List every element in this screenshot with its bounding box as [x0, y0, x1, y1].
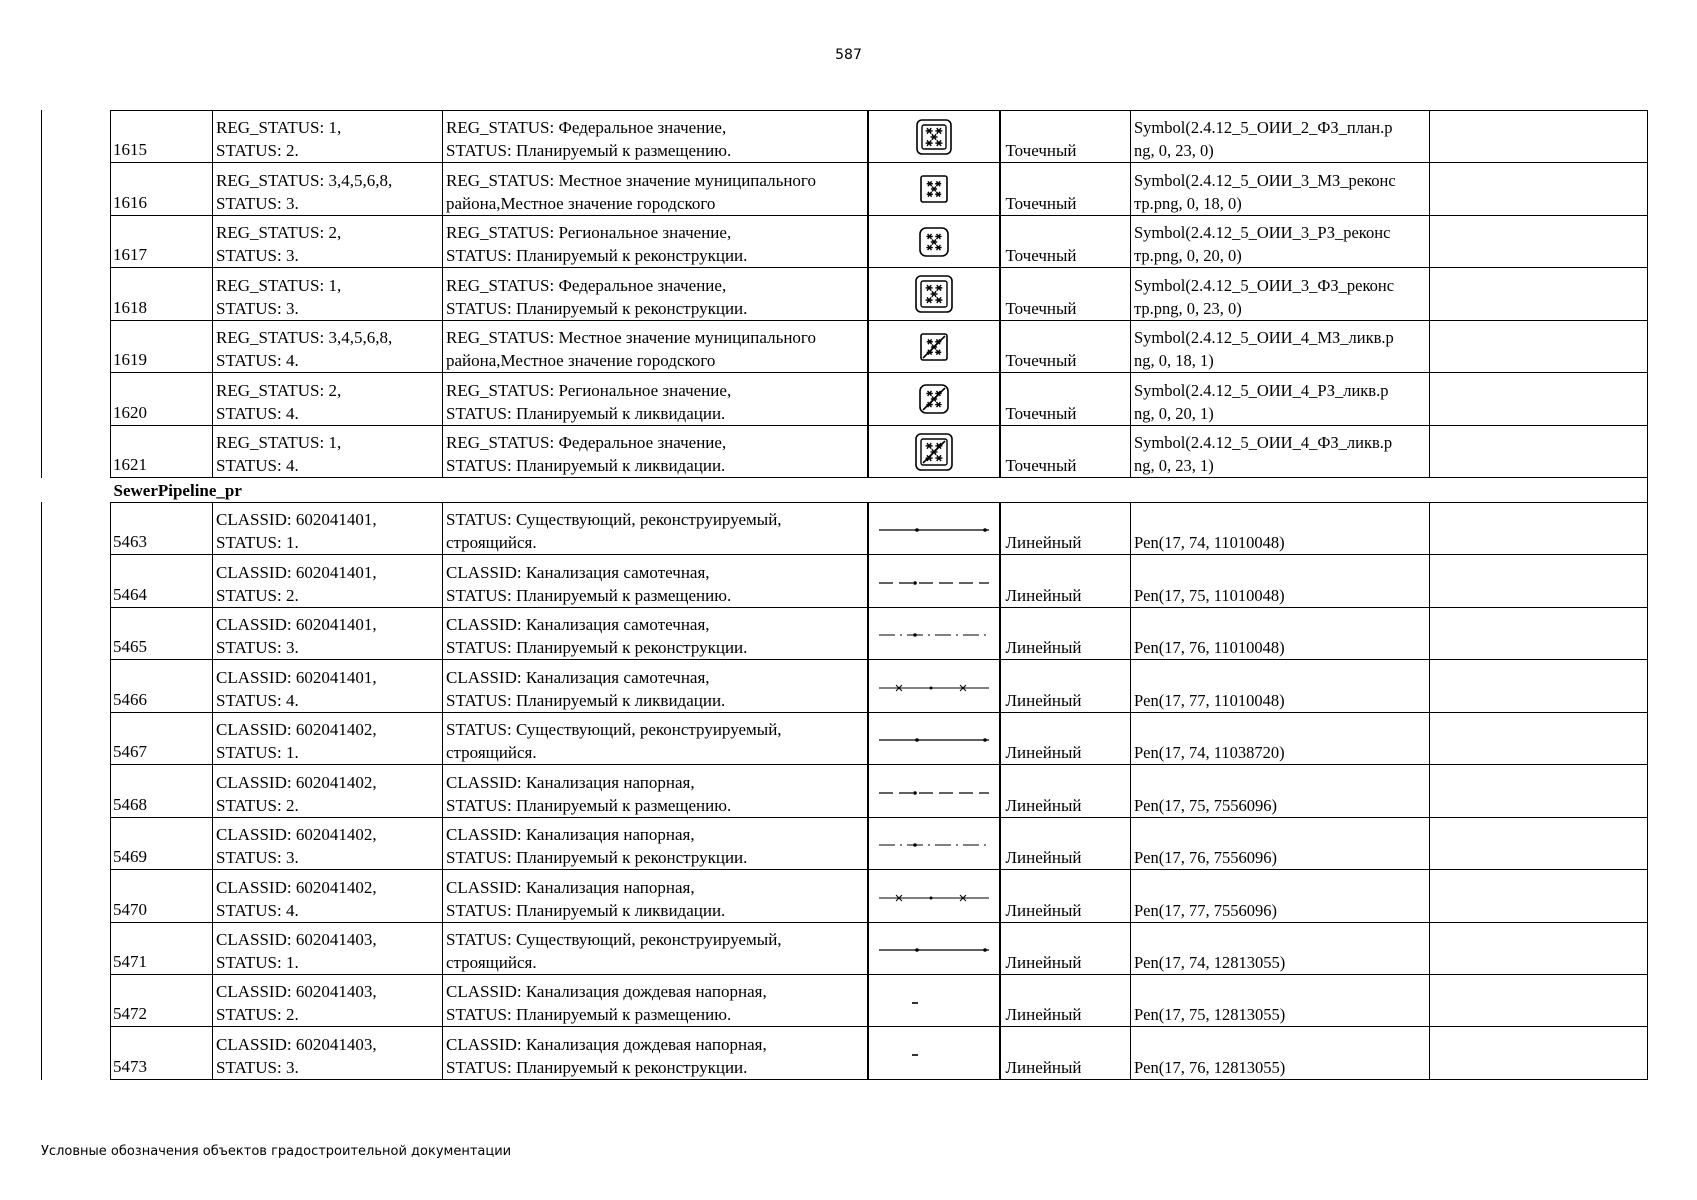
row-description: [443, 817, 868, 869]
row-code: 5468: [111, 765, 213, 817]
row-symbol: [868, 555, 1000, 607]
description-line: REG_STATUS: Федеральное значение,: [446, 433, 727, 453]
row-code: 1620: [111, 373, 213, 425]
attribute-line: STATUS: 3.: [216, 1058, 299, 1077]
style-line: ng, 0, 20, 1): [1134, 403, 1214, 423]
row-geometry-type: Линейный: [1000, 922, 1131, 974]
row-code: 5466: [111, 660, 213, 712]
attribute-line: CLASSID: 602041402,: [216, 772, 377, 792]
description-line: строящийся.: [446, 533, 537, 553]
table-row: [111, 817, 1648, 869]
attribute-line: CLASSID: 602041402,: [216, 877, 377, 897]
row-geometry-type: Линейный: [1000, 555, 1131, 607]
row-description: [443, 607, 868, 659]
row-description: [443, 660, 868, 712]
attribute-line: REG_STATUS: 3,4,5,6,8,: [216, 328, 393, 348]
row-description: [443, 320, 868, 372]
row-style-definition: [1131, 660, 1430, 712]
style-line: Pen(17, 75, 12813055): [1134, 1005, 1286, 1025]
attribute-line: STATUS: 1.: [216, 533, 299, 553]
attribute-line: CLASSID: 602041403,: [216, 1035, 377, 1054]
row-geometry-type: Линейный: [1000, 712, 1131, 764]
row-symbol: [868, 373, 1000, 425]
row-geometry-type: Точечный: [1000, 425, 1131, 478]
row-code: 1619: [111, 320, 213, 372]
snowflake-rounded-icon: [914, 220, 954, 264]
line-dashed-icon: [875, 561, 993, 601]
row-attributes: [213, 320, 443, 372]
description-line: STATUS: Планируемый к реконструкции.: [446, 298, 748, 318]
row-attributes: [213, 425, 443, 478]
description-line: STATUS: Планируемый к ликвидации.: [446, 403, 726, 423]
section-row: [111, 478, 1648, 502]
table-row: [111, 555, 1648, 607]
row-geometry-type: Точечный: [1000, 320, 1131, 372]
row-style-definition: [1131, 425, 1430, 478]
snowflake-frame-icon: [914, 115, 954, 159]
row-geometry-type: Линейный: [1000, 817, 1131, 869]
row-code: 1618: [111, 268, 213, 320]
row-symbol: [868, 111, 1000, 163]
description-line: STATUS: Планируемый к реконструкции.: [446, 1058, 748, 1077]
attribute-line: STATUS: 3.: [216, 246, 299, 266]
legend-table: [110, 110, 1648, 1080]
row-attributes: [213, 870, 443, 922]
row-empty-cell: [1430, 320, 1648, 372]
row-symbol: [868, 922, 1000, 974]
row-attributes: [213, 922, 443, 974]
row-symbol: [868, 607, 1000, 659]
row-style-definition: [1131, 922, 1430, 974]
snowflake-crossed-box-icon: [914, 325, 954, 369]
style-line: тр.png, 0, 18, 0): [1134, 193, 1242, 213]
style-line: тр.png, 0, 23, 0): [1134, 298, 1242, 318]
row-attributes: [213, 712, 443, 764]
row-geometry-type: Линейный: [1000, 660, 1131, 712]
attribute-line: CLASSID: 602041401,: [216, 562, 377, 582]
attribute-line: STATUS: 2.: [216, 141, 299, 161]
attribute-line: STATUS: 3.: [216, 298, 299, 318]
row-style-definition: [1131, 765, 1430, 817]
row-style-definition: [1131, 607, 1430, 659]
description-line: CLASSID: Канализация напорная,: [446, 825, 695, 845]
row-style-definition: [1131, 163, 1430, 215]
table-row: [111, 870, 1648, 922]
attribute-line: REG_STATUS: 1,: [216, 275, 342, 295]
row-attributes: [213, 1027, 443, 1080]
attribute-line: STATUS: 2.: [216, 795, 299, 815]
row-code: 1616: [111, 163, 213, 215]
row-style-definition: [1131, 555, 1430, 607]
row-empty-cell: [1430, 607, 1648, 659]
attribute-line: CLASSID: 602041401,: [216, 615, 377, 635]
row-geometry-type: Точечный: [1000, 373, 1131, 425]
row-empty-cell: [1430, 163, 1648, 215]
row-style-definition: [1131, 502, 1430, 554]
row-description: [443, 870, 868, 922]
row-style-definition: [1131, 870, 1430, 922]
description-line: REG_STATUS: Местное значение муниципального: [446, 170, 816, 190]
row-symbol: [868, 870, 1000, 922]
description-line: CLASSID: Канализация напорная,: [446, 877, 695, 897]
style-line: Pen(17, 77, 7556096): [1134, 900, 1277, 920]
row-empty-cell: [1430, 1027, 1648, 1080]
description-line: CLASSID: Канализация дождевая напорная,: [446, 1035, 767, 1054]
row-attributes: [213, 373, 443, 425]
style-line: Symbol(2.4.12_5_ОИИ_4_МЗ_ликв.p: [1134, 328, 1394, 348]
snowflake-crossed-rounded-icon: [914, 377, 954, 421]
row-code: 1621: [111, 425, 213, 478]
row-attributes: [213, 215, 443, 267]
style-line: тр.png, 0, 20, 0): [1134, 246, 1242, 266]
section-title: SewerPipeline_pr: [111, 478, 1648, 502]
attribute-line: CLASSID: 602041403,: [216, 929, 377, 949]
line-dash-dot-icon: [875, 823, 993, 863]
description-line: района,Местное значение городского: [446, 193, 716, 213]
table-row: [111, 215, 1648, 267]
row-symbol: [868, 163, 1000, 215]
row-symbol: [868, 660, 1000, 712]
row-description: [443, 373, 868, 425]
row-style-definition: [1131, 215, 1430, 267]
row-empty-cell: [1430, 425, 1648, 478]
attribute-line: REG_STATUS: 2,: [216, 380, 342, 400]
footer-caption: Условные обозначения объектов градостроительной документации: [41, 1144, 512, 1159]
attribute-line: STATUS: 4.: [216, 351, 299, 371]
table-row: [111, 425, 1648, 478]
row-attributes: [213, 660, 443, 712]
description-line: STATUS: Планируемый к реконструкции.: [446, 246, 748, 266]
row-code: 5473: [111, 1027, 213, 1080]
row-geometry-type: Линейный: [1000, 1027, 1131, 1080]
row-style-definition: [1131, 320, 1430, 372]
table-row: [111, 111, 1648, 163]
line-solid-dots-icon: [875, 718, 993, 758]
attribute-line: STATUS: 3.: [216, 848, 299, 868]
style-line: Pen(17, 76, 7556096): [1134, 848, 1277, 868]
legend-section: [111, 478, 1648, 502]
row-code: 1617: [111, 215, 213, 267]
row-code: 1615: [111, 111, 213, 163]
row-geometry-type: Линейный: [1000, 502, 1131, 554]
style-line: Pen(17, 77, 11010048): [1134, 690, 1285, 710]
style-line: Symbol(2.4.12_5_ОИИ_3_ФЗ_реконс: [1134, 275, 1395, 295]
row-style-definition: [1131, 1027, 1430, 1080]
description-line: REG_STATUS: Федеральное значение,: [446, 118, 727, 138]
description-line: строящийся.: [446, 743, 537, 763]
line-solid-dots-icon: [875, 928, 993, 968]
table-row: [111, 163, 1648, 215]
row-attributes: [213, 765, 443, 817]
row-description: [443, 215, 868, 267]
row-code: 5465: [111, 607, 213, 659]
style-line: Pen(17, 76, 11010048): [1134, 638, 1285, 658]
style-line: Symbol(2.4.12_5_ОИИ_3_РЗ_реконс: [1134, 223, 1391, 243]
attribute-line: STATUS: 4.: [216, 456, 299, 476]
style-line: Symbol(2.4.12_5_ОИИ_4_РЗ_ликв.p: [1134, 380, 1389, 400]
description-line: CLASSID: Канализация самотечная,: [446, 562, 710, 582]
table-row: [111, 607, 1648, 659]
table-row: [111, 712, 1648, 764]
style-line: ng, 0, 18, 1): [1134, 351, 1214, 371]
description-line: STATUS: Планируемый к реконструкции.: [446, 848, 748, 868]
row-description: [443, 268, 868, 320]
row-empty-cell: [1430, 922, 1648, 974]
description-line: STATUS: Планируемый к реконструкции.: [446, 638, 748, 658]
row-attributes: [213, 817, 443, 869]
short-dash-icon: [875, 1033, 993, 1073]
row-empty-cell: [1430, 870, 1648, 922]
attribute-line: CLASSID: 602041401,: [216, 510, 377, 530]
table-row: [111, 320, 1648, 372]
style-line: Pen(17, 75, 7556096): [1134, 795, 1277, 815]
description-line: REG_STATUS: Местное значение муниципального: [446, 328, 816, 348]
description-line: STATUS: Планируемый к размещению.: [446, 1005, 732, 1025]
attribute-line: CLASSID: 602041402,: [216, 825, 377, 845]
row-description: [443, 1027, 868, 1080]
attribute-line: STATUS: 3.: [216, 193, 299, 213]
attribute-line: STATUS: 1.: [216, 743, 299, 763]
row-geometry-type: Линейный: [1000, 870, 1131, 922]
description-line: STATUS: Планируемый к размещению.: [446, 795, 732, 815]
row-empty-cell: [1430, 111, 1648, 163]
description-line: STATUS: Планируемый к ликвидации.: [446, 456, 726, 476]
row-symbol: [868, 817, 1000, 869]
legend-group-line: [111, 502, 1648, 1079]
row-description: [443, 974, 868, 1026]
table-row: [111, 660, 1648, 712]
line-crossed-icon: [875, 666, 993, 706]
row-attributes: [213, 111, 443, 163]
row-description: [443, 712, 868, 764]
style-line: Pen(17, 74, 12813055): [1134, 952, 1286, 972]
description-line: STATUS: Существующий, реконструируемый,: [446, 720, 782, 740]
description-line: STATUS: Планируемый к ликвидации.: [446, 900, 726, 920]
row-geometry-type: Линейный: [1000, 607, 1131, 659]
row-empty-cell: [1430, 817, 1648, 869]
row-symbol: [868, 1027, 1000, 1080]
row-code: 5467: [111, 712, 213, 764]
row-symbol: [868, 974, 1000, 1026]
attribute-line: REG_STATUS: 1,: [216, 118, 342, 138]
line-dashed-icon: [875, 771, 993, 811]
row-attributes: [213, 502, 443, 554]
style-line: Symbol(2.4.12_5_ОИИ_4_ФЗ_ликв.p: [1134, 433, 1393, 453]
row-empty-cell: [1430, 373, 1648, 425]
style-line: Pen(17, 76, 12813055): [1134, 1058, 1286, 1077]
description-line: CLASSID: Канализация напорная,: [446, 772, 695, 792]
attribute-line: REG_STATUS: 2,: [216, 223, 342, 243]
row-description: [443, 922, 868, 974]
row-description: [443, 111, 868, 163]
table-row: [111, 922, 1648, 974]
row-code: 5464: [111, 555, 213, 607]
row-attributes: [213, 163, 443, 215]
row-empty-cell: [1430, 215, 1648, 267]
row-style-definition: [1131, 373, 1430, 425]
description-line: района,Местное значение городского: [446, 351, 716, 371]
table-row: [111, 268, 1648, 320]
row-style-definition: [1131, 712, 1430, 764]
page-number: 587: [835, 47, 862, 63]
attribute-line: REG_STATUS: 1,: [216, 433, 342, 453]
description-line: REG_STATUS: Региональное значение,: [446, 380, 732, 400]
row-symbol: [868, 712, 1000, 764]
row-description: [443, 425, 868, 478]
row-empty-cell: [1430, 974, 1648, 1026]
table-row: [111, 974, 1648, 1026]
row-style-definition: [1131, 817, 1430, 869]
margin-rule: [41, 110, 42, 478]
description-line: CLASSID: Канализация самотечная,: [446, 615, 710, 635]
style-line: Symbol(2.4.12_5_ОИИ_2_ФЗ_план.p: [1134, 118, 1393, 138]
table-row: [111, 1027, 1648, 1080]
row-geometry-type: Точечный: [1000, 163, 1131, 215]
row-attributes: [213, 555, 443, 607]
attribute-line: REG_STATUS: 3,4,5,6,8,: [216, 170, 393, 190]
attribute-line: CLASSID: 602041402,: [216, 720, 377, 740]
style-line: ng, 0, 23, 1): [1134, 456, 1214, 476]
attribute-line: STATUS: 4.: [216, 403, 299, 423]
attribute-line: STATUS: 3.: [216, 638, 299, 658]
row-description: [443, 502, 868, 554]
row-symbol: [868, 215, 1000, 267]
row-empty-cell: [1430, 502, 1648, 554]
row-attributes: [213, 268, 443, 320]
legend-group-point: [111, 111, 1648, 478]
row-code: 5463: [111, 502, 213, 554]
table-row: [111, 765, 1648, 817]
style-line: Pen(17, 75, 11010048): [1134, 585, 1285, 605]
description-line: REG_STATUS: Федеральное значение,: [446, 275, 727, 295]
description-line: строящийся.: [446, 952, 537, 972]
row-style-definition: [1131, 111, 1430, 163]
row-empty-cell: [1430, 712, 1648, 764]
attribute-line: STATUS: 2.: [216, 585, 299, 605]
style-line: Pen(17, 74, 11010048): [1134, 533, 1285, 553]
snowflake-box-icon: [914, 167, 954, 211]
row-geometry-type: Линейный: [1000, 765, 1131, 817]
row-code: 5471: [111, 922, 213, 974]
row-description: [443, 765, 868, 817]
row-symbol: [868, 502, 1000, 554]
row-empty-cell: [1430, 555, 1648, 607]
margin-rule: [41, 502, 42, 1080]
description-line: STATUS: Существующий, реконструируемый,: [446, 510, 782, 530]
row-geometry-type: Точечный: [1000, 268, 1131, 320]
line-solid-dots-icon: [875, 508, 993, 548]
row-code: 5470: [111, 870, 213, 922]
attribute-line: CLASSID: 602041401,: [216, 667, 377, 687]
attribute-line: STATUS: 2.: [216, 1005, 299, 1025]
table-row: [111, 502, 1648, 554]
short-dash-icon: [875, 981, 993, 1021]
description-line: CLASSID: Канализация самотечная,: [446, 667, 710, 687]
row-symbol: [868, 268, 1000, 320]
row-geometry-type: Точечный: [1000, 111, 1131, 163]
row-symbol: [868, 765, 1000, 817]
style-line: Pen(17, 74, 11038720): [1134, 743, 1285, 763]
row-geometry-type: Точечный: [1000, 215, 1131, 267]
description-line: STATUS: Планируемый к размещению.: [446, 585, 732, 605]
style-line: ng, 0, 23, 0): [1134, 141, 1214, 161]
description-line: REG_STATUS: Региональное значение,: [446, 223, 732, 243]
line-dash-dot-icon: [875, 613, 993, 653]
snowflake-frame-large-icon: [914, 272, 954, 316]
row-description: [443, 555, 868, 607]
row-style-definition: [1131, 974, 1430, 1026]
style-line: Symbol(2.4.12_5_ОИИ_3_МЗ_реконс: [1134, 170, 1396, 190]
row-empty-cell: [1430, 765, 1648, 817]
attribute-line: CLASSID: 602041403,: [216, 982, 377, 1002]
description-line: STATUS: Планируемый к размещению.: [446, 141, 732, 161]
attribute-line: STATUS: 4.: [216, 690, 299, 710]
row-attributes: [213, 607, 443, 659]
description-line: CLASSID: Канализация дождевая напорная,: [446, 982, 767, 1002]
row-code: 5472: [111, 974, 213, 1026]
description-line: STATUS: Планируемый к ликвидации.: [446, 690, 726, 710]
row-empty-cell: [1430, 268, 1648, 320]
row-geometry-type: Линейный: [1000, 974, 1131, 1026]
row-style-definition: [1131, 268, 1430, 320]
row-attributes: [213, 974, 443, 1026]
row-description: [443, 163, 868, 215]
snowflake-crossed-frame-icon: [914, 430, 954, 474]
table-row: [111, 373, 1648, 425]
row-symbol: [868, 320, 1000, 372]
row-code: 5469: [111, 817, 213, 869]
description-line: STATUS: Существующий, реконструируемый,: [446, 929, 782, 949]
row-empty-cell: [1430, 660, 1648, 712]
row-symbol: [868, 425, 1000, 478]
attribute-line: STATUS: 1.: [216, 952, 299, 972]
attribute-line: STATUS: 4.: [216, 900, 299, 920]
line-crossed-icon: [875, 876, 993, 916]
